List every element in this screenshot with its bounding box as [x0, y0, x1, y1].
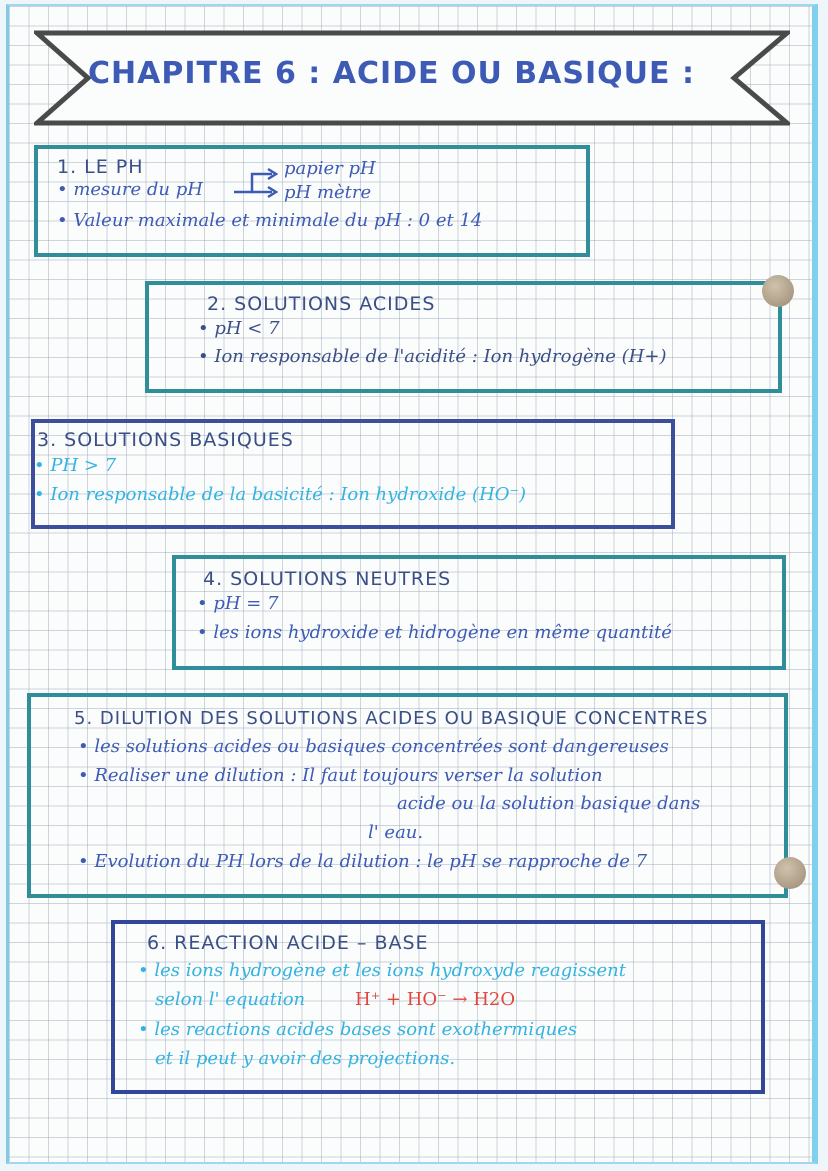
pin-bottom [774, 857, 806, 889]
section-2-heading: 2. SOLUTIONS ACIDES [207, 293, 436, 315]
section-6-line-3: • les reactions acides bases sont exothermiques [138, 1019, 578, 1040]
section-6-heading: 6. REACTION ACIDE – BASE [147, 932, 429, 954]
section-5-line-4: l' eau. [368, 822, 424, 843]
section-4-line-2: • les ions hydroxide et hidrogène en même quantité [197, 622, 672, 643]
section-6-line-4: et il peut y avoir des projections. [155, 1048, 456, 1069]
branch-ph-metre: pH mètre [284, 182, 372, 203]
section-6-line-1: • les ions hydrogène et les ions hydroxyde reagissent [138, 960, 627, 981]
page-title: CHAPITRE 6 : ACIDE OU BASIQUE : [88, 56, 695, 91]
section-5-heading: 5. DILUTION DES SOLUTIONS ACIDES OU BASIQUE CONCENTRES [74, 708, 709, 729]
section-4-line-1: • pH = 7 [197, 593, 279, 614]
pin-top [762, 275, 794, 307]
branch-papier-ph: papier pH [284, 158, 376, 179]
section-3-line-2: • Ion responsable de la basicité : Ion hydroxide (HO⁻) [34, 484, 527, 505]
section-5-line-3: acide ou la solution basique dans [397, 793, 701, 814]
section-5-line-1: • les solutions acides ou basiques concentrées sont dangereuses [78, 736, 669, 757]
section-3-heading: 3. SOLUTIONS BASIQUES [37, 429, 294, 451]
section-3-line-1: • PH > 7 [34, 455, 117, 476]
section-2-line-2: • Ion responsable de l'acidité : Ion hydrogène (H+) [198, 346, 667, 367]
branch-arrows [228, 164, 284, 202]
section-1-line-2: • Valeur maximale et minimale du pH : 0 et 14 [57, 210, 483, 231]
reaction-equation: H⁺ + HO⁻ → H2O [355, 989, 516, 1010]
section-5-line-5: • Evolution du PH lors de la dilution : le pH se rapproche de 7 [78, 851, 648, 872]
section-6-line-2: selon l' equation [155, 989, 306, 1010]
section-2-line-1: • pH < 7 [198, 318, 280, 339]
section-5-line-2: • Realiser une dilution : Il faut toujours verser la solution [78, 765, 603, 786]
section-4-heading: 4. SOLUTIONS NEUTRES [203, 568, 452, 590]
section-1-heading: 1. LE PH [57, 156, 144, 178]
section-1-line-1: • mesure du pH [57, 179, 203, 200]
